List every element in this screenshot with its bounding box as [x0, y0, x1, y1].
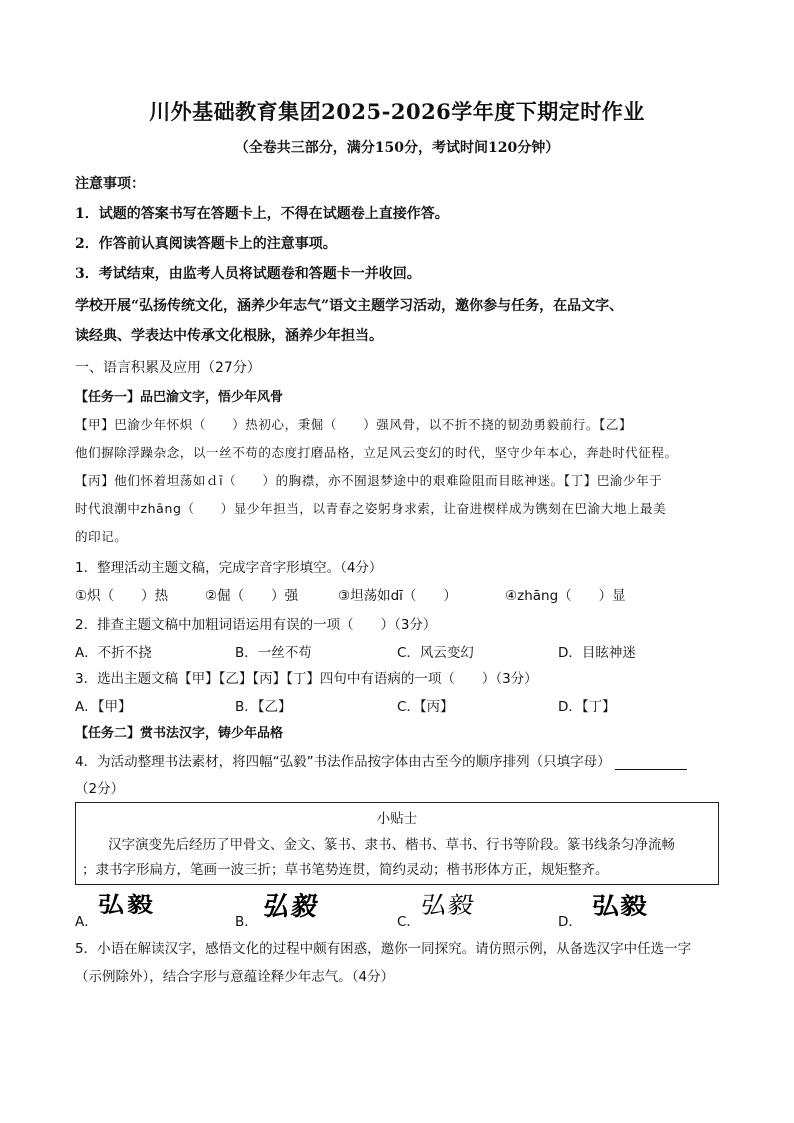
q4-option-a-label: A． [75, 914, 98, 930]
answer-blank[interactable] [615, 755, 687, 770]
tip-title: 小贴士 [376, 811, 418, 827]
passage-line: 【甲】巴渝少年怀炽（ ）热初心，秉倔（ ）强风骨，以不折不挠的韧劲勇毅前行。【乙】 [75, 417, 633, 432]
calligraphy-image-a: 弘毅 [98, 892, 157, 918]
intro-line-2: 读经典、学表达中传承文化根脉，涵养少年担当。 [75, 328, 383, 344]
q2-option-b: B．一丝不苟 [235, 645, 312, 661]
question-5-line-1: 5．小语在解读汉字，感悟文化的过程中颇有困惑，邀你一同探究。请仿照示例，从备选汉字中任选一字 [75, 941, 692, 957]
q1-option-4: ④zhāng（ ）显 [505, 588, 626, 604]
page-title: 川外基础教育集团2025-2026学年度下期定时作业 [149, 99, 645, 124]
q1-option-3: ③坦荡如dī（ ） [338, 588, 457, 604]
notes-heading: 注意事项： [75, 176, 145, 192]
question-1-stem: 1．整理活动主题文稿，完成字音字形填空。（4分） [75, 560, 383, 576]
passage-line: 他们摒除浮躁杂念，以一丝不苟的态度打磨品格，立足风云变幻的时代，坚守少年本心，奔赴时代征程。 [75, 445, 678, 460]
question-4-score: （2分） [75, 781, 125, 797]
q4-option-d-label: D． [558, 914, 582, 930]
calligraphy-image-d: 弘毅 [592, 892, 648, 920]
q1-option-1: ①炽（ ）热 [75, 588, 169, 604]
q2-option-a: A．不折不挠 [75, 645, 152, 661]
q3-option-c: C．【丙】 [397, 699, 454, 715]
q2-option-c: C．风云变幻 [397, 645, 474, 661]
page-subtitle: （全卷共三部分，满分150分，考试时间120分钟） [234, 140, 560, 156]
section-heading: 一、语言积累及应用（27分） [75, 360, 261, 376]
q3-option-a: A．【甲】 [75, 699, 132, 715]
question-4-stem [75, 750, 687, 770]
calligraphy-image-c: 弘毅 [418, 892, 478, 920]
calligraphy-image-b: 弘毅 [260, 892, 323, 922]
q3-option-b: B．【乙】 [235, 699, 292, 715]
passage-line: 时代浪潮中zhāng（ ）显少年担当，以青春之姿躬身求索，让奋进楔样成为镌刻在巴渝大地上最美 [75, 501, 667, 516]
note-item-2: 2．作答前认真阅读答题卡上的注意事项。 [75, 236, 337, 252]
note-item-1: 1．试题的答案书写在答题卡上，不得在试题卷上直接作答。 [75, 206, 449, 222]
passage-line: 的印记。 [75, 529, 128, 544]
q1-option-2: ②倔（ ）强 [205, 588, 299, 604]
question-2-stem: 2．排查主题文稿中加粗词语运用有误的一项（ ）（3分） [75, 617, 437, 633]
q4-option-c-label: C． [397, 914, 420, 930]
q4-option-b-label: B． [235, 914, 258, 930]
tip-text-line-1: 汉字演变先后经历了甲骨文、金文、篆书、隶书、楷书、草书、行书等阶段。篆书线条匀净流畅 [108, 837, 675, 853]
q3-option-d: D．【丁】 [558, 699, 616, 715]
task2-title: 【任务二】赏书法汉字，铸少年品格 [75, 726, 284, 741]
tip-box [75, 802, 719, 885]
question-4-text: 4．为活动整理书法素材，将四幅“弘毅”书法作品按字体由古至今的顺序排列（只填字母） [75, 754, 611, 770]
passage-line: 【丙】他们怀着坦荡如ｄī（ ）的胸襟，亦不囿退梦途中的艰难险阻而目眩神迷。【丁】巴渝少年于 [75, 473, 663, 488]
question-3-stem: 3．选出主题文稿【甲】【乙】【丙】【丁】四句中有语病的一项（ ）（3分） [75, 671, 538, 687]
task1-title: 【任务一】品巴渝文字，悟少年风骨 [75, 390, 284, 405]
tip-text-line-2: ；隶书字形扁方，笔画一波三折；草书笔势连贯，简约灵动；楷书形体方正，规矩整齐。 [82, 862, 609, 878]
note-item-3: 3．考试结束，由监考人员将试题卷和答题卡一并收回。 [75, 266, 421, 282]
intro-line-1: 学校开展“弘扬传统文化，涵养少年志气”语文主题学习活动，邀你参与任务，在品文字、 [75, 298, 624, 314]
question-5-line-2: （示例除外），结合字形与意蕴诠释少年志气。（4分） [75, 969, 395, 985]
q2-option-d: D．目眩神迷 [558, 645, 636, 661]
